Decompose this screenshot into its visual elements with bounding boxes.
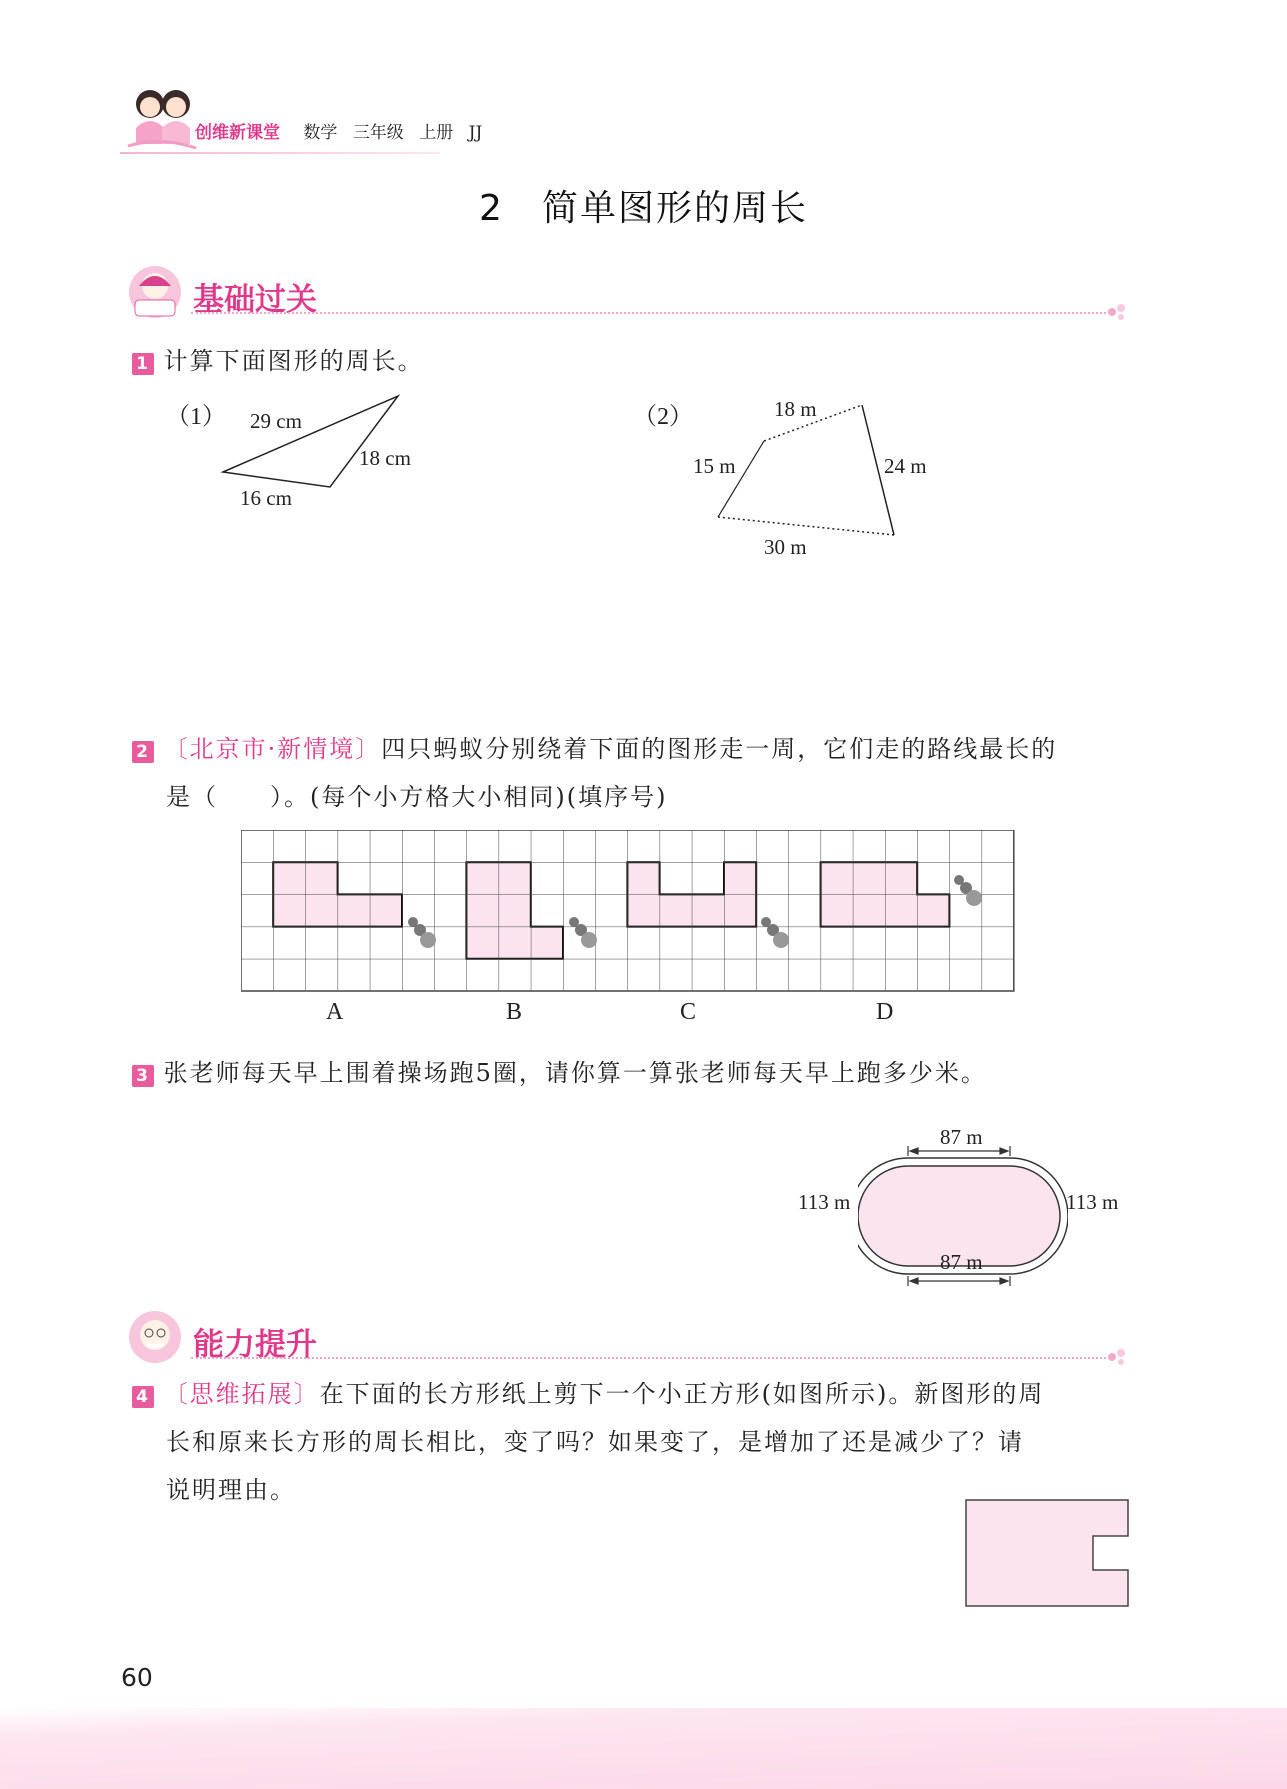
volume-label: 上册 bbox=[419, 123, 454, 143]
figure-2-label: （2） bbox=[633, 404, 693, 430]
section-basic bbox=[125, 262, 1130, 322]
question-4-line-3: 说明理由。 bbox=[166, 1476, 296, 1504]
grade-label: 三年级 bbox=[352, 123, 404, 143]
question-4-line-2: 长和原来长方形的周长相比，变了吗？如果变了，是增加了还是减少了？请 bbox=[166, 1428, 1024, 1456]
section-divider bbox=[191, 1357, 1106, 1359]
triangle-figure bbox=[215, 390, 415, 500]
question-1-text: 计算下面图形的周长。 bbox=[163, 347, 424, 375]
quad-side-right: 24 m bbox=[884, 454, 927, 478]
quad-side-left: 15 m bbox=[693, 454, 736, 478]
triangle-side-right: 18 cm bbox=[359, 446, 411, 470]
section-divider bbox=[191, 312, 1106, 314]
page-number: 60 bbox=[121, 1663, 153, 1692]
dots-decoration-icon bbox=[1106, 302, 1130, 322]
section-advanced bbox=[125, 1307, 1130, 1367]
header-text bbox=[195, 118, 492, 143]
option-a-label: A bbox=[326, 999, 344, 1025]
question-2-line-2: 是（ ）。(每个小方格大小相同)(填序号) bbox=[166, 783, 668, 811]
edition-label: JJ bbox=[468, 123, 483, 143]
question-number-badge: 4 bbox=[132, 1386, 154, 1408]
question-1 bbox=[132, 337, 424, 385]
section-title-basic: 基础过关 bbox=[193, 282, 317, 318]
subject-label: 数学 bbox=[303, 123, 338, 143]
question-2 bbox=[132, 725, 1057, 773]
section-title-advanced: 能力提升 bbox=[193, 1327, 317, 1363]
track-top-length: 87 m bbox=[940, 1125, 983, 1149]
question-3 bbox=[132, 1049, 987, 1097]
triangle-side-top: 29 cm bbox=[250, 409, 302, 433]
question-3-text: 张老师每天早上围着操场跑5圈，请你算一算张老师每天早上跑多少米。 bbox=[163, 1059, 987, 1087]
cut-rectangle-figure bbox=[962, 1496, 1136, 1612]
kids-mascot-icon bbox=[128, 90, 196, 148]
question-4 bbox=[132, 1370, 1044, 1418]
track-left-length: 113 m bbox=[798, 1190, 851, 1214]
question-number-badge: 3 bbox=[132, 1065, 154, 1087]
triangle-side-bottom: 16 cm bbox=[240, 486, 292, 510]
option-d-label: D bbox=[876, 999, 894, 1025]
quad-side-top: 18 m bbox=[774, 397, 817, 421]
girl-mascot-icon bbox=[125, 264, 187, 320]
question-2-tag: 〔北京市·新情境〕 bbox=[163, 735, 382, 763]
grid-figure bbox=[241, 830, 1017, 995]
page-title: 2 简单图形的周长 bbox=[479, 188, 808, 229]
question-4-tag: 〔思维拓展〕 bbox=[163, 1380, 320, 1408]
question-4-line-1: 在下面的长方形纸上剪下一个小正方形(如图所示)。新图形的周 bbox=[319, 1380, 1045, 1408]
track-bottom-length: 87 m bbox=[940, 1250, 983, 1274]
question-number-badge: 2 bbox=[132, 741, 154, 763]
dots-decoration-icon bbox=[1106, 1347, 1130, 1367]
option-c-label: C bbox=[680, 999, 697, 1025]
figure-1-label: （1） bbox=[166, 404, 226, 430]
grandpa-mascot-icon bbox=[125, 1309, 187, 1365]
option-b-label: B bbox=[506, 999, 523, 1025]
question-2-line-1: 四只蚂蚁分别绕着下面的图形走一周，它们走的路线最长的 bbox=[381, 735, 1058, 763]
header-divider bbox=[120, 152, 440, 154]
track-right-length: 113 m bbox=[1066, 1190, 1119, 1214]
quad-side-bottom: 30 m bbox=[764, 535, 807, 559]
footer-band bbox=[0, 1708, 1287, 1789]
question-number-badge: 1 bbox=[132, 353, 154, 375]
brand-name: 创维新课堂 bbox=[195, 123, 280, 143]
